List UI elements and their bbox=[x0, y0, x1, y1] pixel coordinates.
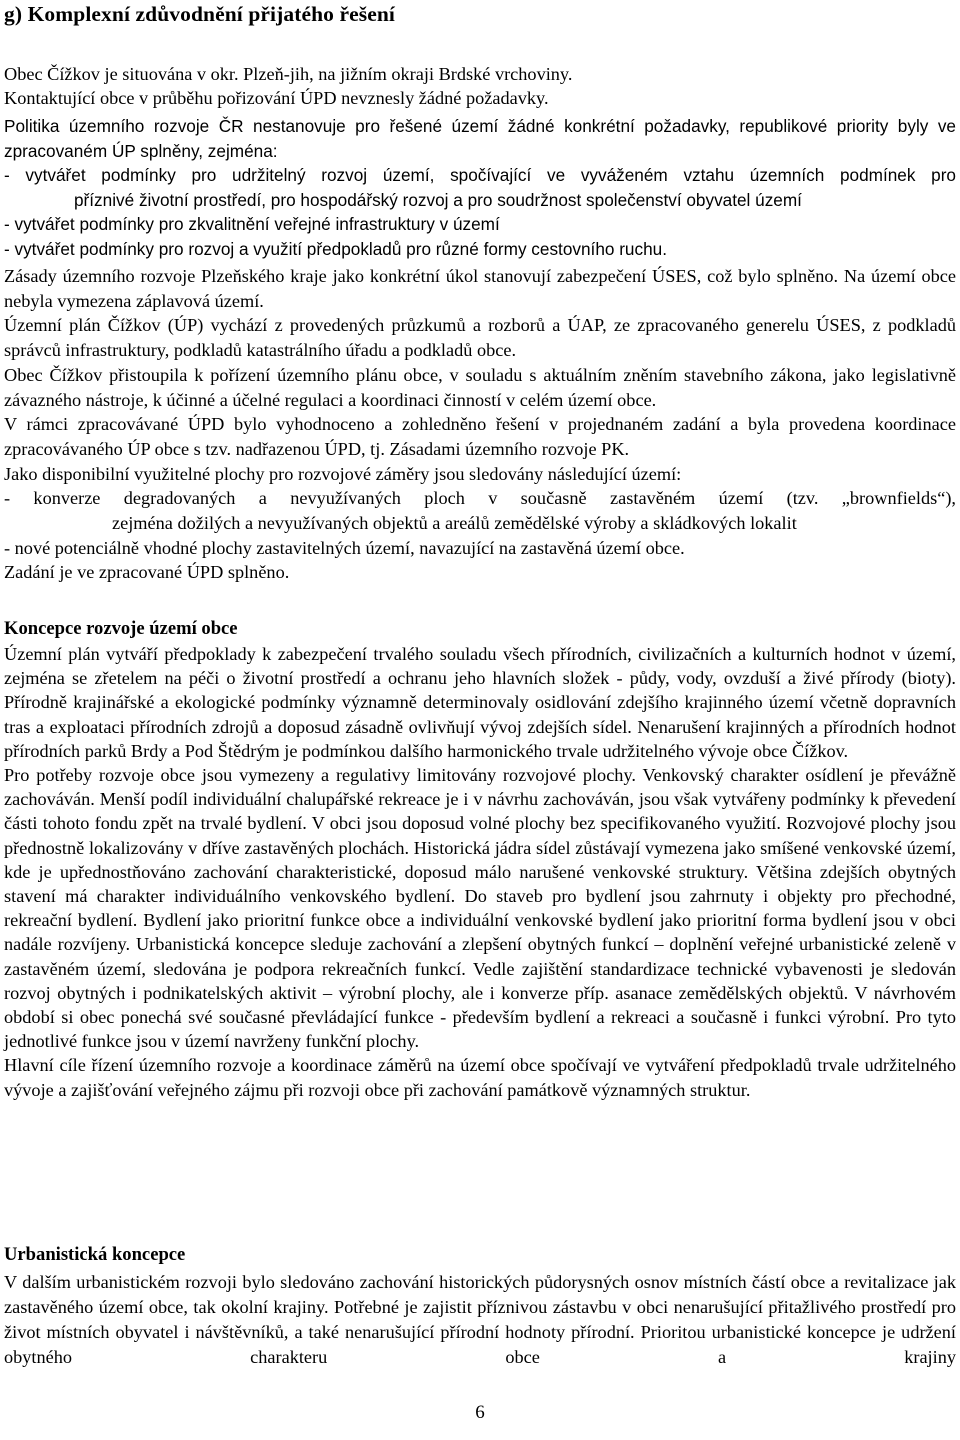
politika-lead: Politika územního rozvoje ČR nestanovuje pro řešené území žádné konkrétní požadavky, republikové priority byly ve zpracovaném ÚP splněny, zejména: bbox=[4, 116, 956, 161]
koncepce-paragraph: Hlavní cíle řízení územního rozvoje a koordinace záměrů na území obce spočívají ve vytváření předpokladů trvale udržitelného vývoje a zajišťování veřejného zájmu při rozvoji obce při zachování památkově významných struktur. bbox=[4, 1055, 956, 1100]
intro-line: Kontaktující obce v průběhu pořizování ÚPD nevznesly žádné požadavky. bbox=[4, 88, 549, 109]
urbanisticka-paragraph: V dalším urbanistickém rozvoji bylo sledováno zachování historických půdorysných osnov místních částí obce a revitalizace jak zastavěného území obce, tak okolní krajiny. Potřebné je zajistit příznivou zástavbu v obci nenarušující přitažlivého prostředí pro život místních obyvatel i návštěvníků, a také nenarušující přírodní hodnoty přírodní. Prioritou urbanistické koncepce je udržení obytného charakteru obce a krajiny bbox=[4, 1272, 956, 1367]
intro-block bbox=[4, 62, 956, 111]
paragraphs-block bbox=[4, 264, 956, 585]
paragraph: Zásady územního rozvoje Plzeňského kraje jako konkrétní úkol stanovují zabezpečení ÚSES, což bylo splněno. Na území obce nebyla vymezena záplavová území. bbox=[4, 266, 956, 311]
plochy-item: - nové potenciálně vhodné plochy zastavitelných území, navazující na zastavěná území obce. bbox=[4, 537, 685, 558]
politika-item: - vytvářet podmínky pro udržitelný rozvoj území, spočívající ve vyváženém vztahu územních podmínek pro bbox=[4, 165, 956, 186]
paragraph: Obec Čížkov přistoupila k pořízení územního plánu obce, v souladu s aktuálním zněním stavebního zákona, jako legislativně závazného nástroje, k účinné a účelné regulaci a koordinaci činností v celém území obce. bbox=[4, 364, 956, 410]
koncepce-block bbox=[4, 642, 956, 1102]
politika-item: - vytvářet podmínky pro rozvoj a využití předpokladů pro různé formy cestovního ruchu. bbox=[4, 238, 667, 259]
politika-item: - vytvářet podmínky pro zkvalitnění veřejné infrastruktury v území bbox=[4, 214, 500, 235]
paragraph: Jako disponibilní využitelné plochy pro rozvojové záměry jsou sledovány následující území: bbox=[4, 463, 682, 484]
politika-item-cont: příznivé životní prostředí, pro hospodářský rozvoj a pro soudržnost společenství obyvatel území bbox=[74, 189, 802, 210]
koncepce-paragraph: Územní plán vytváří předpoklady k zabezpečení trvalého souladu všech přírodních, civilizačních a kulturních hodnot v území, zejména se zřetelem na péči o životní prostředí a ochranu jeho hlavních složek - půdy, vody, ovzduší a živé přírody (bioty). Přírodně krajinářské a ekologické podmínky významně determinovaly osidlování zdejšího krajinného území včetně dopravních tras a exploataci přírodních zdrojů a doposud zásadně ovlivňují vývoj zdejších sídel. Nenarušení krajinných a přírodních hodnot přírodních parků Brdy a Pod Štědrým je podmínkou dalšího harmonického trvale udržitelného vývoje obce Čížkov. bbox=[4, 644, 956, 761]
koncepce-title: Koncepce rozvoje území obce bbox=[4, 618, 238, 639]
intro-line: Obec Čížkov je situována v okr. Plzeň-jih, na jižním okraji Brdské vrchoviny. bbox=[4, 64, 573, 84]
plochy-closing: Zadání je ve zpracované ÚPD splněno. bbox=[4, 562, 290, 583]
paragraph: Územní plán Čížkov (ÚP) vychází z provedených průzkumů a rozborů a ÚAP, ze zpracovaného generelu ÚSES, z podkladů správců infrastruktury, podkladů katastrálního úřadu a podkladů obce. bbox=[4, 315, 956, 361]
urbanisticka-title: Urbanistická koncepce bbox=[4, 1244, 186, 1265]
koncepce-paragraph: Pro potřeby rozvoje obce jsou vymezeny a regulativy limitovány rozvojové plochy. Venkovský charakter osídlení je převážně zachováván. Menší podíl individuální chalupářské rekreace je i v návrhu zachováván, jsou však vytvářeny podmínky k převedení části tohoto fondu zpět na trvalé bydlení. V obci jsou doposud volné plochy bez specifikovaného využití. Rozvojové plochy jsou přednostně lokalizovány v dříve zastavěných plochách. Historická jádra sídel zůstávají vymezena jako smíšené venkovské území, kde je upřednostňováno zachování charakteristické, doposud málo narušené venkovské struktury. Většina zdejších obytných stavení má charakter individuálního venkovského bydlení. Do staveb pro bydlení jsou zahrnuty i objekty pro přechodné, rekreační bydlení. Bydlení jako prioritní funkce obce a individuální venkovské bydlení jako prioritní forma bydlení jsou v obci nadále rozvíjeny. Urbanistická koncepce sleduje zachování a zlepšení obytných funkcí – doplnění veřejné urbanistické zeleně v zastavěném území, sledována je podpora rekreačních funkcí. Vedle zajištění standardizace technické vybavenosti je sledován rozvoj obytných i podnikatelských aktivit – výrobní plochy, ale i konverze příp. asanace zemědělských objektů. V návrhovém období si obec ponechá své současné převládající funkce - především bydlení a rekreaci a současně i funkci výrobní. Pro tyto jednotlivé funkce jsou v území navrženy funkční plochy. bbox=[4, 765, 956, 1052]
page-number: 6 bbox=[475, 1402, 485, 1423]
urbanisticka-block bbox=[4, 1270, 956, 1370]
politika-block bbox=[4, 114, 956, 262]
paragraph: V rámci zpracovávané ÚPD bylo vyhodnoceno a zohledněno řešení v projednaném zadání a byla provedena koordinace zpracovávaného ÚP obce s tzv. nadřazenou ÚPD, tj. Zásadami územního rozvoje PK. bbox=[4, 414, 956, 459]
plochy-item-cont: zejména dožilých a nevyužívaných objektů a areálů zemědělské výroby a skládkových lokalit bbox=[112, 513, 797, 534]
plochy-item: - konverze degradovaných a nevyužívaných ploch v současně zastavěném území (tzv. „brownfields“), bbox=[4, 488, 956, 509]
section-heading: g) Komplexní zdůvodnění přijatého řešení bbox=[4, 2, 396, 26]
